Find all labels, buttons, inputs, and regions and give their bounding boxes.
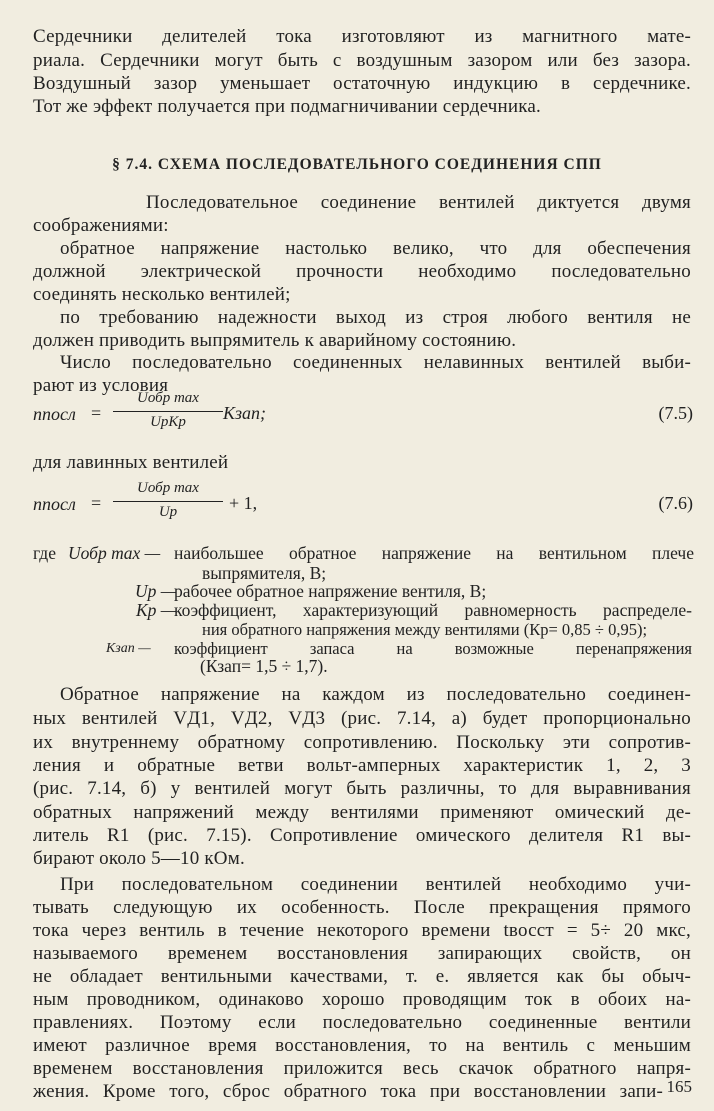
intro-line: должен приводить выпрямитель к аварийному состоянию. bbox=[33, 330, 517, 351]
intro-line: рают из условия bbox=[33, 375, 169, 396]
definition-text: выпрямителя, В; bbox=[202, 563, 327, 583]
para3-line: ным проводником, одинаково хорошо проводящим ток в обоих на- bbox=[33, 989, 691, 1010]
intro-line: должной электрической прочности необходимо последовательно bbox=[33, 261, 691, 282]
formula-lhs: nпосл bbox=[33, 494, 76, 514]
page-number: 165 bbox=[666, 1077, 692, 1096]
definition-text: рабочее обратное напряжение вентиля, В; bbox=[174, 581, 487, 601]
definition-text: ния обратного напряжения между вентилями (Кp= 0,85 ÷ 0,95); bbox=[202, 620, 648, 639]
para1-line: Сердечники делителей тока изготовляют из магнитного мате- bbox=[33, 26, 691, 47]
formula-lhs: nпосл bbox=[33, 404, 76, 424]
para1-line: Тот же эффект получается при подмагничивании сердечника. bbox=[33, 96, 541, 117]
formula-number: (7.6) bbox=[658, 493, 693, 513]
definition-text: (Кзап= 1,5 ÷ 1,7). bbox=[200, 656, 328, 676]
intro-line: по требованию надежности выход из строя любого вентиля не bbox=[60, 307, 691, 328]
para3-line: правлениях. Поэтому если последовательно соединенные вентили bbox=[33, 1012, 691, 1033]
definition-term: Кзап — bbox=[106, 641, 151, 656]
intro-line: Последовательное соединение вентилей диктуется двумя bbox=[146, 192, 691, 213]
definition-text: наибольшее обратное напряжение на вентильном плече bbox=[174, 543, 694, 563]
definition-term: Up — bbox=[135, 581, 177, 601]
formula-denominator: UpКp bbox=[150, 414, 186, 430]
intro-line: соединять несколько вентилей; bbox=[33, 284, 291, 305]
para3-line: не обладает вентильными качествами, т. е. является как бы обыч- bbox=[33, 966, 691, 987]
para2-line: ных вентилей VД1, VД2, VД3 (рис. 7.14, а) будет пропорционально bbox=[33, 708, 691, 729]
para3-line: жения. Кроме того, сброс обратного тока при восстановлении запи- bbox=[33, 1081, 663, 1102]
para3-line: тывать следующую их особенность. После прекращения прямого bbox=[33, 897, 691, 918]
intro-line: Число последовательно соединенных нелавинных вентилей выби- bbox=[60, 352, 691, 373]
fraction-bar bbox=[113, 501, 223, 502]
formula-equals: = bbox=[91, 403, 102, 423]
definition-term: Uобр max — bbox=[68, 543, 161, 563]
formula-rhs: Кзап; bbox=[223, 403, 266, 423]
formula-fraction bbox=[113, 480, 223, 521]
para1-line: риала. Сердечники могут быть с воздушным зазором или без зазора. bbox=[33, 50, 691, 71]
formula-7-6 bbox=[33, 480, 693, 530]
formula-denominator: Up bbox=[158, 504, 178, 520]
para3-line: временем восстановления приложится весь скачок обратного напря- bbox=[33, 1058, 691, 1079]
formula-7-5 bbox=[33, 390, 693, 440]
formula-fraction bbox=[113, 390, 223, 431]
fraction-bar bbox=[113, 411, 223, 412]
definition-text: коэффициент запаса на возможные перенапряжения bbox=[174, 639, 692, 658]
para3-line: имеют различное время восстановления, то на вентиль с меньшим bbox=[33, 1035, 691, 1056]
section-heading: § 7.4. СХЕМА ПОСЛЕДОВАТЕЛЬНОГО СОЕДИНЕНИЯ СПП bbox=[112, 156, 602, 173]
para3-line: тока через вентиль в течение некоторого времени tвосст = 5÷ 20 мкс, bbox=[33, 920, 691, 941]
para2-line: обратных напряжений между вентилями применяют омический де- bbox=[33, 802, 691, 823]
formula-numerator: Uобр max bbox=[137, 480, 199, 496]
intro-line: соображениями: bbox=[33, 215, 169, 236]
para2-line: ления и обратные ветви вольт-амперных характеристик 1, 2, 3 bbox=[33, 755, 691, 776]
definition-text: коэффициент, характеризующий равномерность распределе- bbox=[174, 600, 692, 620]
para2-line: литель R1 (рис. 7.15). Сопротивление омического делителя R1 вы- bbox=[33, 825, 691, 846]
para3-line: называемого временем восстановления запирающих свойств, он bbox=[33, 943, 691, 964]
formula-rhs: + 1, bbox=[229, 493, 258, 513]
para2-line: бирают около 5—10 кОм. bbox=[33, 848, 245, 869]
formula-equals: = bbox=[91, 493, 102, 513]
avalanche-text: для лавинных вентилей bbox=[33, 452, 229, 473]
para2-line: (рис. 7.14, б) у вентилей могут быть различны, то для выравнивания bbox=[33, 778, 691, 799]
definition-term: Кp — bbox=[136, 600, 177, 620]
para2-line: их внутреннему обратному сопротивлению. Поскольку эти сопротив- bbox=[33, 732, 691, 753]
formula-numerator: Uобр max bbox=[137, 390, 199, 406]
intro-line: обратное напряжение настолько велико, что для обеспечения bbox=[60, 238, 691, 259]
para1-line: Воздушный зазор уменьшает остаточную индукцию в сердечнике. bbox=[33, 73, 691, 94]
para2-line: Обратное напряжение на каждом из последовательно соединен- bbox=[60, 684, 691, 705]
formula-number: (7.5) bbox=[658, 403, 693, 423]
para3-line: При последовательном соединении вентилей необходимо учи- bbox=[60, 874, 691, 895]
definitions-where: где bbox=[33, 543, 56, 563]
